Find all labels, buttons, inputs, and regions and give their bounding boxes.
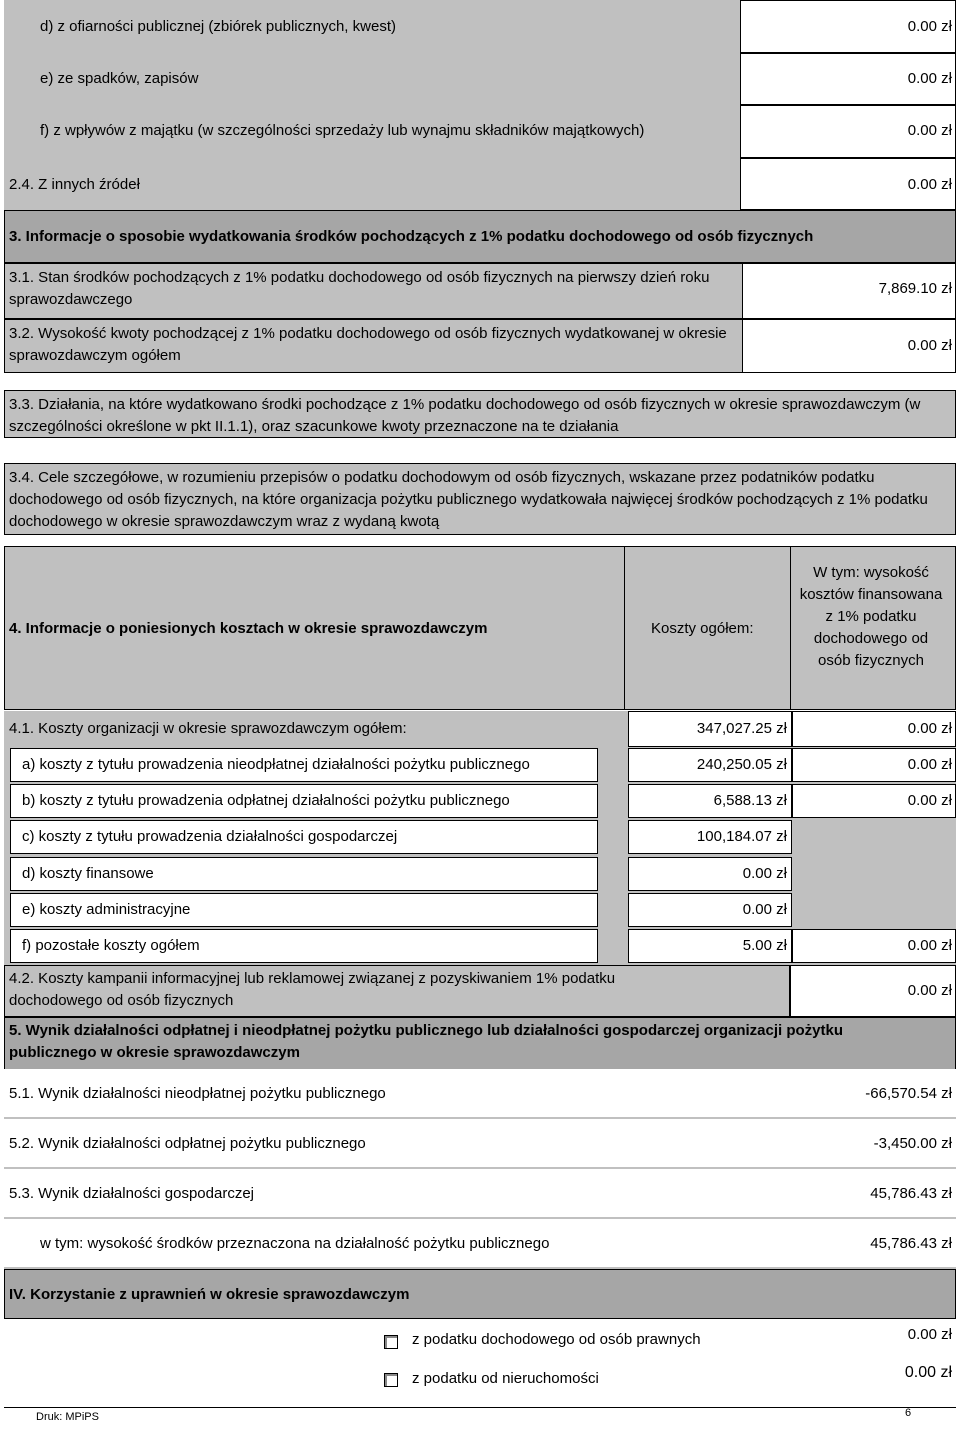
value-5-1: -66,570.54 zł bbox=[865, 1085, 952, 1102]
item-c-label: c) koszty z tytułu prowadzenia działalności gospodarczej bbox=[22, 828, 398, 845]
section-4-heading: 4. Informacje o poniesionych kosztach w okresie sprawozdawczym bbox=[9, 620, 488, 637]
option-property-tax-value: 0.00 zł bbox=[904, 1364, 952, 1381]
pct-4-1: 0.00 zł bbox=[907, 720, 952, 737]
value-3-2: 0.00 zł bbox=[907, 337, 952, 354]
item-f-total: 5.00 zł bbox=[742, 937, 787, 954]
value-2-4: 0.00 zł bbox=[907, 176, 952, 193]
label-3-2: 3.2. Wysokość kwoty pochodzącej z 1% podatku dochodowego od osób fizycznych wydatkowanej w okresie sprawozdawczym ogółem bbox=[9, 325, 727, 364]
label-5-2: 5.2. Wynik działalności odpłatnej pożytku publicznego bbox=[9, 1135, 366, 1152]
value-2-d: 0.00 zł bbox=[907, 18, 952, 35]
checkbox-property-tax[interactable] bbox=[384, 1373, 398, 1387]
value-4-2: 0.00 zł bbox=[907, 982, 952, 999]
section-3-heading: 3. Informacje o sposobie wydatkowania środków pochodzących z 1% podatku dochodowego od osób fizycznych bbox=[9, 228, 814, 245]
value-5-3-w-tym: 45,786.43 zł bbox=[870, 1235, 952, 1252]
total-4-1: 347,027.25 zł bbox=[696, 720, 787, 737]
label-3-3: 3.3. Działania, na które wydatkowano środki pochodzące z 1% podatku dochodowego od osób fizycznych w okresie sprawozdawczym (w szczególności określone w pkt II.1.1), oraz szacunkowe kwoty przeznaczone na te działania bbox=[9, 396, 921, 435]
footer-print: Druk: MPiPS bbox=[36, 1411, 99, 1423]
label-2-4: 2.4. Z innych źródeł bbox=[9, 176, 140, 193]
item-e-total: 0.00 zł bbox=[742, 901, 787, 918]
item-c-total: 100,184.07 zł bbox=[696, 828, 787, 845]
label-3-1: 3.1. Stan środków pochodzących z 1% podatku dochodowego od osób fizycznych na pierwszy dzień roku sprawozdawczego bbox=[9, 269, 710, 308]
item-a-total: 240,250.05 zł bbox=[696, 756, 787, 773]
label-3-4: 3.4. Cele szczegółowe, w rozumieniu przepisów o podatku dochodowym od osób fizycznych, wskazane przez podatników podatku dochodowego od osób fizycznych, na które organizacja pożytku publicznego wydatkowała najwięcej środków pochodzących z 1% podatku dochodowego w okresie sprawozdawczym wraz z wydaną kwotą bbox=[9, 469, 928, 530]
item-d-label: d) koszty finansowe bbox=[22, 865, 154, 882]
item-a-pct: 0.00 zł bbox=[907, 756, 952, 773]
section-4-col-divider-2 bbox=[790, 546, 791, 710]
item-d-total: 0.00 zł bbox=[742, 865, 787, 882]
item-b-pct: 0.00 zł bbox=[907, 792, 952, 809]
value-2-f: 0.00 zł bbox=[907, 122, 952, 139]
label-2-e: e) ze spadków, zapisów bbox=[40, 70, 199, 87]
label-5-3-w-tym: w tym: wysokość środków przeznaczona na działalność pożytku publicznego bbox=[40, 1235, 550, 1252]
item-f-label: f) pozostałe koszty ogółem bbox=[22, 937, 200, 954]
label-5-3: 5.3. Wynik działalności gospodarczej bbox=[9, 1185, 254, 1202]
footer-rule bbox=[4, 1407, 956, 1408]
checkbox-cit[interactable] bbox=[384, 1335, 398, 1349]
section-5-heading: 5. Wynik działalności odpłatnej i nieodpłatnej pożytku publicznego lub działalności gospodarczej organizacji pożytku publicznego w okresie sprawozdawczym bbox=[9, 1022, 844, 1061]
label-4-1: 4.1. Koszty organizacji w okresie sprawozdawczym ogółem: bbox=[9, 720, 407, 737]
option-cit-label: z podatku dochodowego od osób prawnych bbox=[412, 1331, 701, 1348]
label-2-f: f) z wpływów z majątku (w szczególności sprzedaży lub wynajmu składników majątkowych) bbox=[40, 122, 645, 139]
col-1pct-header: W tym: wysokość kosztów finansowana z 1% podatku dochodowego od osób fizycznych bbox=[799, 564, 943, 669]
label-2-d: d) z ofiarności publicznej (zbiórek publicznych, kwest) bbox=[40, 18, 396, 35]
label-4-2: 4.2. Koszty kampanii informacyjnej lub reklamowej związanej z pozyskiwaniem 1% podatku dochodowego od osób fizycznych bbox=[9, 970, 616, 1009]
section-4-col-divider-1 bbox=[624, 546, 625, 710]
item-f-pct: 0.00 zł bbox=[907, 937, 952, 954]
item-b-label: b) koszty z tytułu prowadzenia odpłatnej działalności pożytku publicznego bbox=[22, 792, 510, 809]
option-property-tax-label: z podatku od nieruchomości bbox=[412, 1370, 599, 1387]
option-cit-value: 0.00 zł bbox=[907, 1326, 952, 1343]
value-3-1: 7,869.10 zł bbox=[878, 280, 952, 297]
value-5-3: 45,786.43 zł bbox=[870, 1185, 952, 1202]
value-5-2: -3,450.00 zł bbox=[873, 1135, 952, 1152]
value-2-e: 0.00 zł bbox=[907, 70, 952, 87]
item-e-label: e) koszty administracyjne bbox=[22, 901, 191, 918]
item-a-label: a) koszty z tytułu prowadzenia nieodpłatnej działalności pożytku publicznego bbox=[22, 756, 530, 773]
page-number: 6 bbox=[905, 1407, 912, 1419]
col-total-header: Koszty ogółem: bbox=[651, 620, 754, 637]
section-iv-heading: IV. Korzystanie z uprawnień w okresie sprawozdawczym bbox=[9, 1286, 410, 1303]
label-5-1: 5.1. Wynik działalności nieodpłatnej pożytku publicznego bbox=[9, 1085, 386, 1102]
item-b-total: 6,588.13 zł bbox=[713, 792, 787, 809]
